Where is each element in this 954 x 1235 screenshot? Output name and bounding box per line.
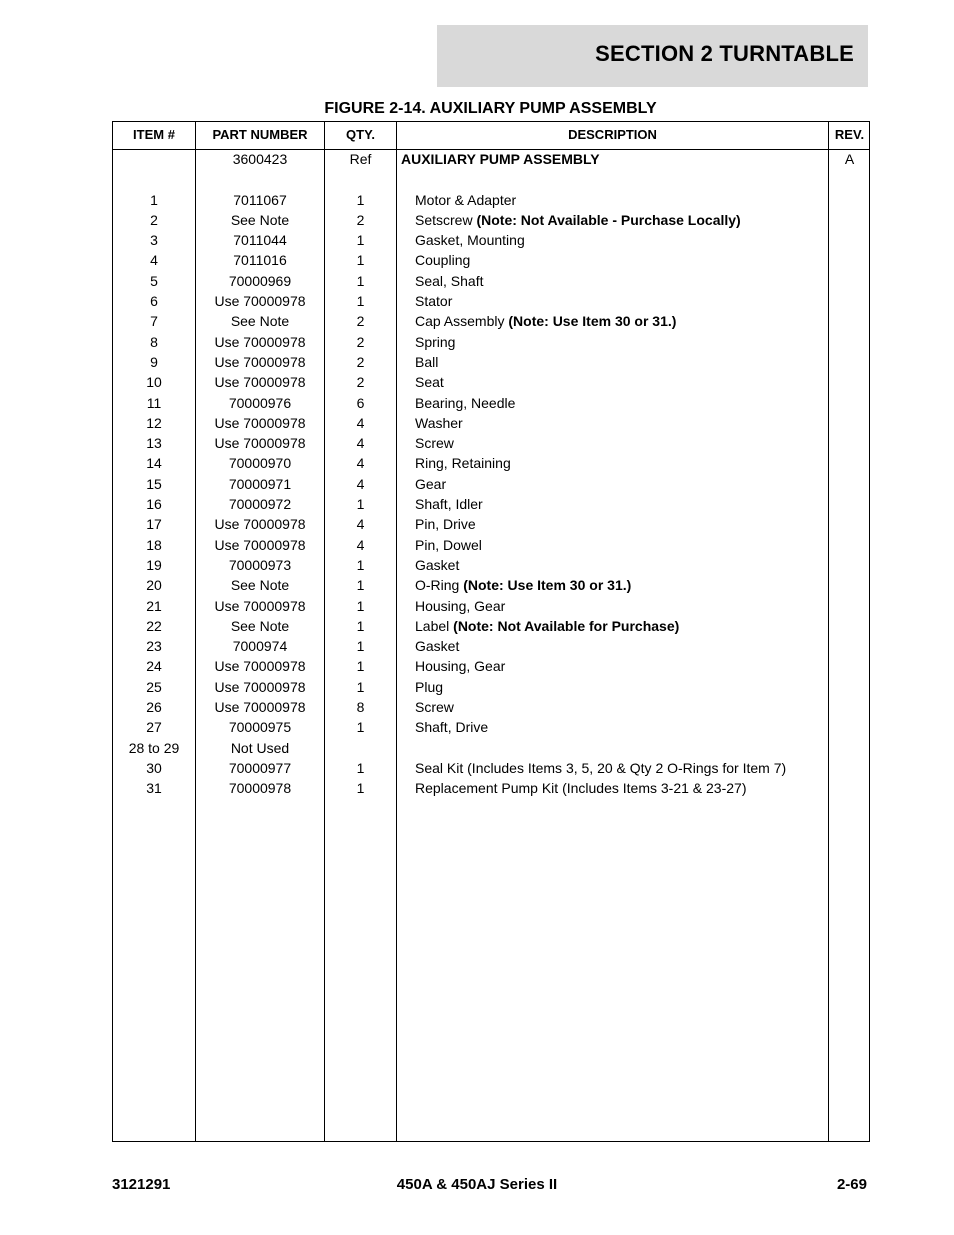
part-number: Use 70000978 [214,658,306,675]
quantity: 1 [356,638,365,655]
table-row [113,210,869,230]
item-number: 10 [146,374,162,391]
table-row [113,494,869,514]
table-row [113,453,869,473]
description [415,413,825,433]
item-number: 28 to 29 [128,739,180,756]
quantity: 4 [356,414,365,431]
revision: A [844,151,855,167]
quantity: 1 [356,719,365,736]
table-row [113,656,869,676]
description-text: Gasket [415,638,460,655]
item-number: 9 [150,353,158,370]
header-qty: QTY. [346,127,375,142]
figure-title: FIGURE 2-14. AUXILIARY PUMP ASSEMBLY [324,100,657,117]
description [415,717,825,737]
table-row [113,474,869,494]
table-row [113,169,869,189]
quantity: Ref [349,151,372,167]
description-text: Housing, Gear [415,597,506,614]
quantity: 1 [356,759,365,776]
description [415,575,825,595]
description-text: Gear [415,475,447,492]
footer-doc-number: 3121291 [112,1176,171,1193]
item-number: 13 [146,435,162,452]
description [415,250,825,270]
part-number: 70000978 [228,780,292,797]
description-note: (Note: Use Item 30 or 31.) [508,313,677,330]
quantity: 1 [356,556,365,573]
table-row [113,352,869,372]
quantity: 2 [356,353,365,370]
description [415,352,825,372]
part-number: Not Used [230,739,290,756]
table-row [113,372,869,392]
description-text: Gasket [415,556,460,573]
item-number: 7 [150,313,158,330]
part-number: 70000976 [228,394,292,411]
part-number: Use 70000978 [214,333,306,350]
description [415,230,825,250]
part-number: Use 70000978 [214,353,306,370]
description-text: Screw [415,435,454,452]
description-text: Bearing, Needle [415,394,516,411]
description [415,778,825,798]
part-number: 70000969 [228,272,292,289]
part-number: Use 70000978 [214,536,306,553]
table-row [113,535,869,555]
item-number: 26 [146,699,162,716]
table-row [113,596,869,616]
description-text: Spring [415,333,456,350]
part-number: 3600423 [232,151,288,167]
quantity: 1 [356,577,365,594]
part-number: 7000974 [232,638,288,655]
description [415,616,825,636]
quantity: 1 [356,252,365,269]
quantity: 2 [356,333,365,350]
item-number: 31 [146,780,162,797]
table-row [113,230,869,250]
description-text: Pin, Drive [415,516,476,533]
description-text: Seal, Shaft [415,272,484,289]
table-row [113,717,869,737]
description [415,697,825,717]
item-number: 30 [146,759,162,776]
part-number: Use 70000978 [214,435,306,452]
part-number: See Note [230,211,290,228]
footer-model: 450A & 450AJ Series II [396,1176,558,1193]
description-text: Screw [415,699,454,716]
part-number: Use 70000978 [214,699,306,716]
part-number: 70000975 [228,719,292,736]
description-text: Seat [415,374,444,391]
quantity: 1 [356,658,365,675]
table-row [113,271,869,291]
table-row [113,393,869,413]
item-number: 25 [146,678,162,695]
item-number: 12 [146,414,162,431]
item-number: 22 [146,617,162,634]
part-number: 7011044 [233,232,287,249]
header-description: DESCRIPTION [568,127,657,142]
part-number: Use 70000978 [214,678,306,695]
item-number: 23 [146,638,162,655]
header-item: ITEM # [133,127,175,142]
description-text: Label [415,617,454,634]
parts-table [112,121,870,1142]
table-row [113,413,869,433]
description-text: Housing, Gear [415,658,506,675]
description-text: Replacement Pump Kit (Includes Items 3-21 & 23-27) [415,780,747,797]
description-text: Seal Kit (Includes Items 3, 5, 20 & Qty 2 O-Rings for Item 7) [415,759,787,776]
table-body [113,149,869,799]
table-row [113,677,869,697]
description-text: AUXILIARY PUMP ASSEMBLY [401,151,600,167]
table-row [113,697,869,717]
description [415,332,825,352]
quantity: 6 [356,394,365,411]
footer-page-number: 2-69 [836,1176,867,1193]
part-number: 70000973 [228,556,292,573]
item-number: 27 [146,719,162,736]
table-row [113,250,869,270]
description-note: (Note: Not Available for Purchase) [453,617,680,634]
description-text: Ball [415,353,439,370]
description-text: Gasket, Mounting [415,232,525,249]
description-text: Pin, Dowel [415,536,482,553]
part-number: 70000970 [228,455,292,472]
item-number: 18 [146,536,162,553]
part-number: 70000971 [228,475,292,492]
item-number: 3 [150,232,158,249]
table-row [113,778,869,798]
item-number: 17 [146,516,162,533]
table-row [113,190,869,210]
quantity: 1 [356,617,365,634]
item-number: 1 [150,191,158,208]
part-number: See Note [230,313,290,330]
quantity: 1 [356,293,365,310]
description-text: Shaft, Idler [415,496,483,513]
description-text: Setscrew [415,211,477,228]
part-number: Use 70000978 [214,597,306,614]
description [415,210,825,230]
description [415,311,825,331]
quantity: 1 [356,780,365,797]
item-number: 14 [146,455,162,472]
quantity: 1 [356,272,365,289]
section-title: SECTION 2 TURNTABLE [595,41,854,66]
description [415,372,825,392]
item-number: 8 [150,333,158,350]
description [415,453,825,473]
table-row [113,514,869,534]
part-number: See Note [230,617,290,634]
part-number: 7011067 [233,191,287,208]
description [415,494,825,514]
quantity: 1 [356,496,365,513]
description [415,636,825,656]
item-number: 5 [150,272,158,289]
quantity: 8 [356,699,365,716]
description [415,514,825,534]
description [415,190,825,210]
quantity: 4 [356,516,365,533]
table-row [113,758,869,778]
description [415,474,825,494]
description-text: Cap Assembly [415,313,509,330]
part-number: Use 70000978 [214,374,306,391]
description-text: Stator [415,293,453,310]
description-text: Ring, Retaining [415,455,511,472]
quantity: 4 [356,475,365,492]
description [415,758,825,778]
description [415,393,825,413]
item-number: 20 [146,577,162,594]
description-text: Coupling [415,252,471,269]
part-number: 7011016 [233,252,287,269]
description [415,291,825,311]
part-number: 70000977 [228,759,292,776]
item-number: 16 [146,496,162,513]
description [415,271,825,291]
description [401,149,811,169]
part-number: 70000972 [228,496,292,513]
description-note: (Note: Not Available - Purchase Locally) [476,211,741,228]
quantity: 4 [356,455,365,472]
quantity: 4 [356,435,365,452]
description [415,656,825,676]
table-row [113,433,869,453]
description [415,555,825,575]
description-text: Plug [415,678,444,695]
header-rev: REV. [834,127,865,142]
description-text: O-Ring [415,577,464,594]
item-number: 11 [146,394,162,411]
table-row [113,149,869,169]
quantity: 1 [356,232,365,249]
header-part-number: PART NUMBER [212,127,308,142]
item-number: 4 [150,252,158,269]
table-row [113,616,869,636]
description-text: Motor & Adapter [415,191,517,208]
part-number: See Note [230,577,290,594]
table-row [113,738,869,758]
part-number: Use 70000978 [214,414,306,431]
table-row [113,332,869,352]
description [415,677,825,697]
quantity: 1 [356,191,365,208]
part-number: Use 70000978 [214,293,306,310]
table-row [113,636,869,656]
item-number: 21 [146,597,162,614]
description-text: Washer [415,414,463,431]
quantity: 2 [356,374,365,391]
quantity: 4 [356,536,365,553]
item-number: 6 [150,293,158,310]
description [415,433,825,453]
table-row [113,291,869,311]
quantity: 1 [356,597,365,614]
description-note: (Note: Use Item 30 or 31.) [463,577,632,594]
table-row [113,575,869,595]
quantity: 1 [356,678,365,695]
part-number: Use 70000978 [214,516,306,533]
description [415,535,825,555]
item-number: 15 [146,475,162,492]
item-number: 2 [150,211,158,228]
quantity: 2 [356,313,365,330]
table-row [113,311,869,331]
description [415,596,825,616]
item-number: 24 [146,658,162,675]
item-number: 19 [146,556,162,573]
table-row [113,555,869,575]
section-header [437,25,868,87]
description-text: Shaft, Drive [415,719,489,736]
quantity: 2 [356,211,365,228]
